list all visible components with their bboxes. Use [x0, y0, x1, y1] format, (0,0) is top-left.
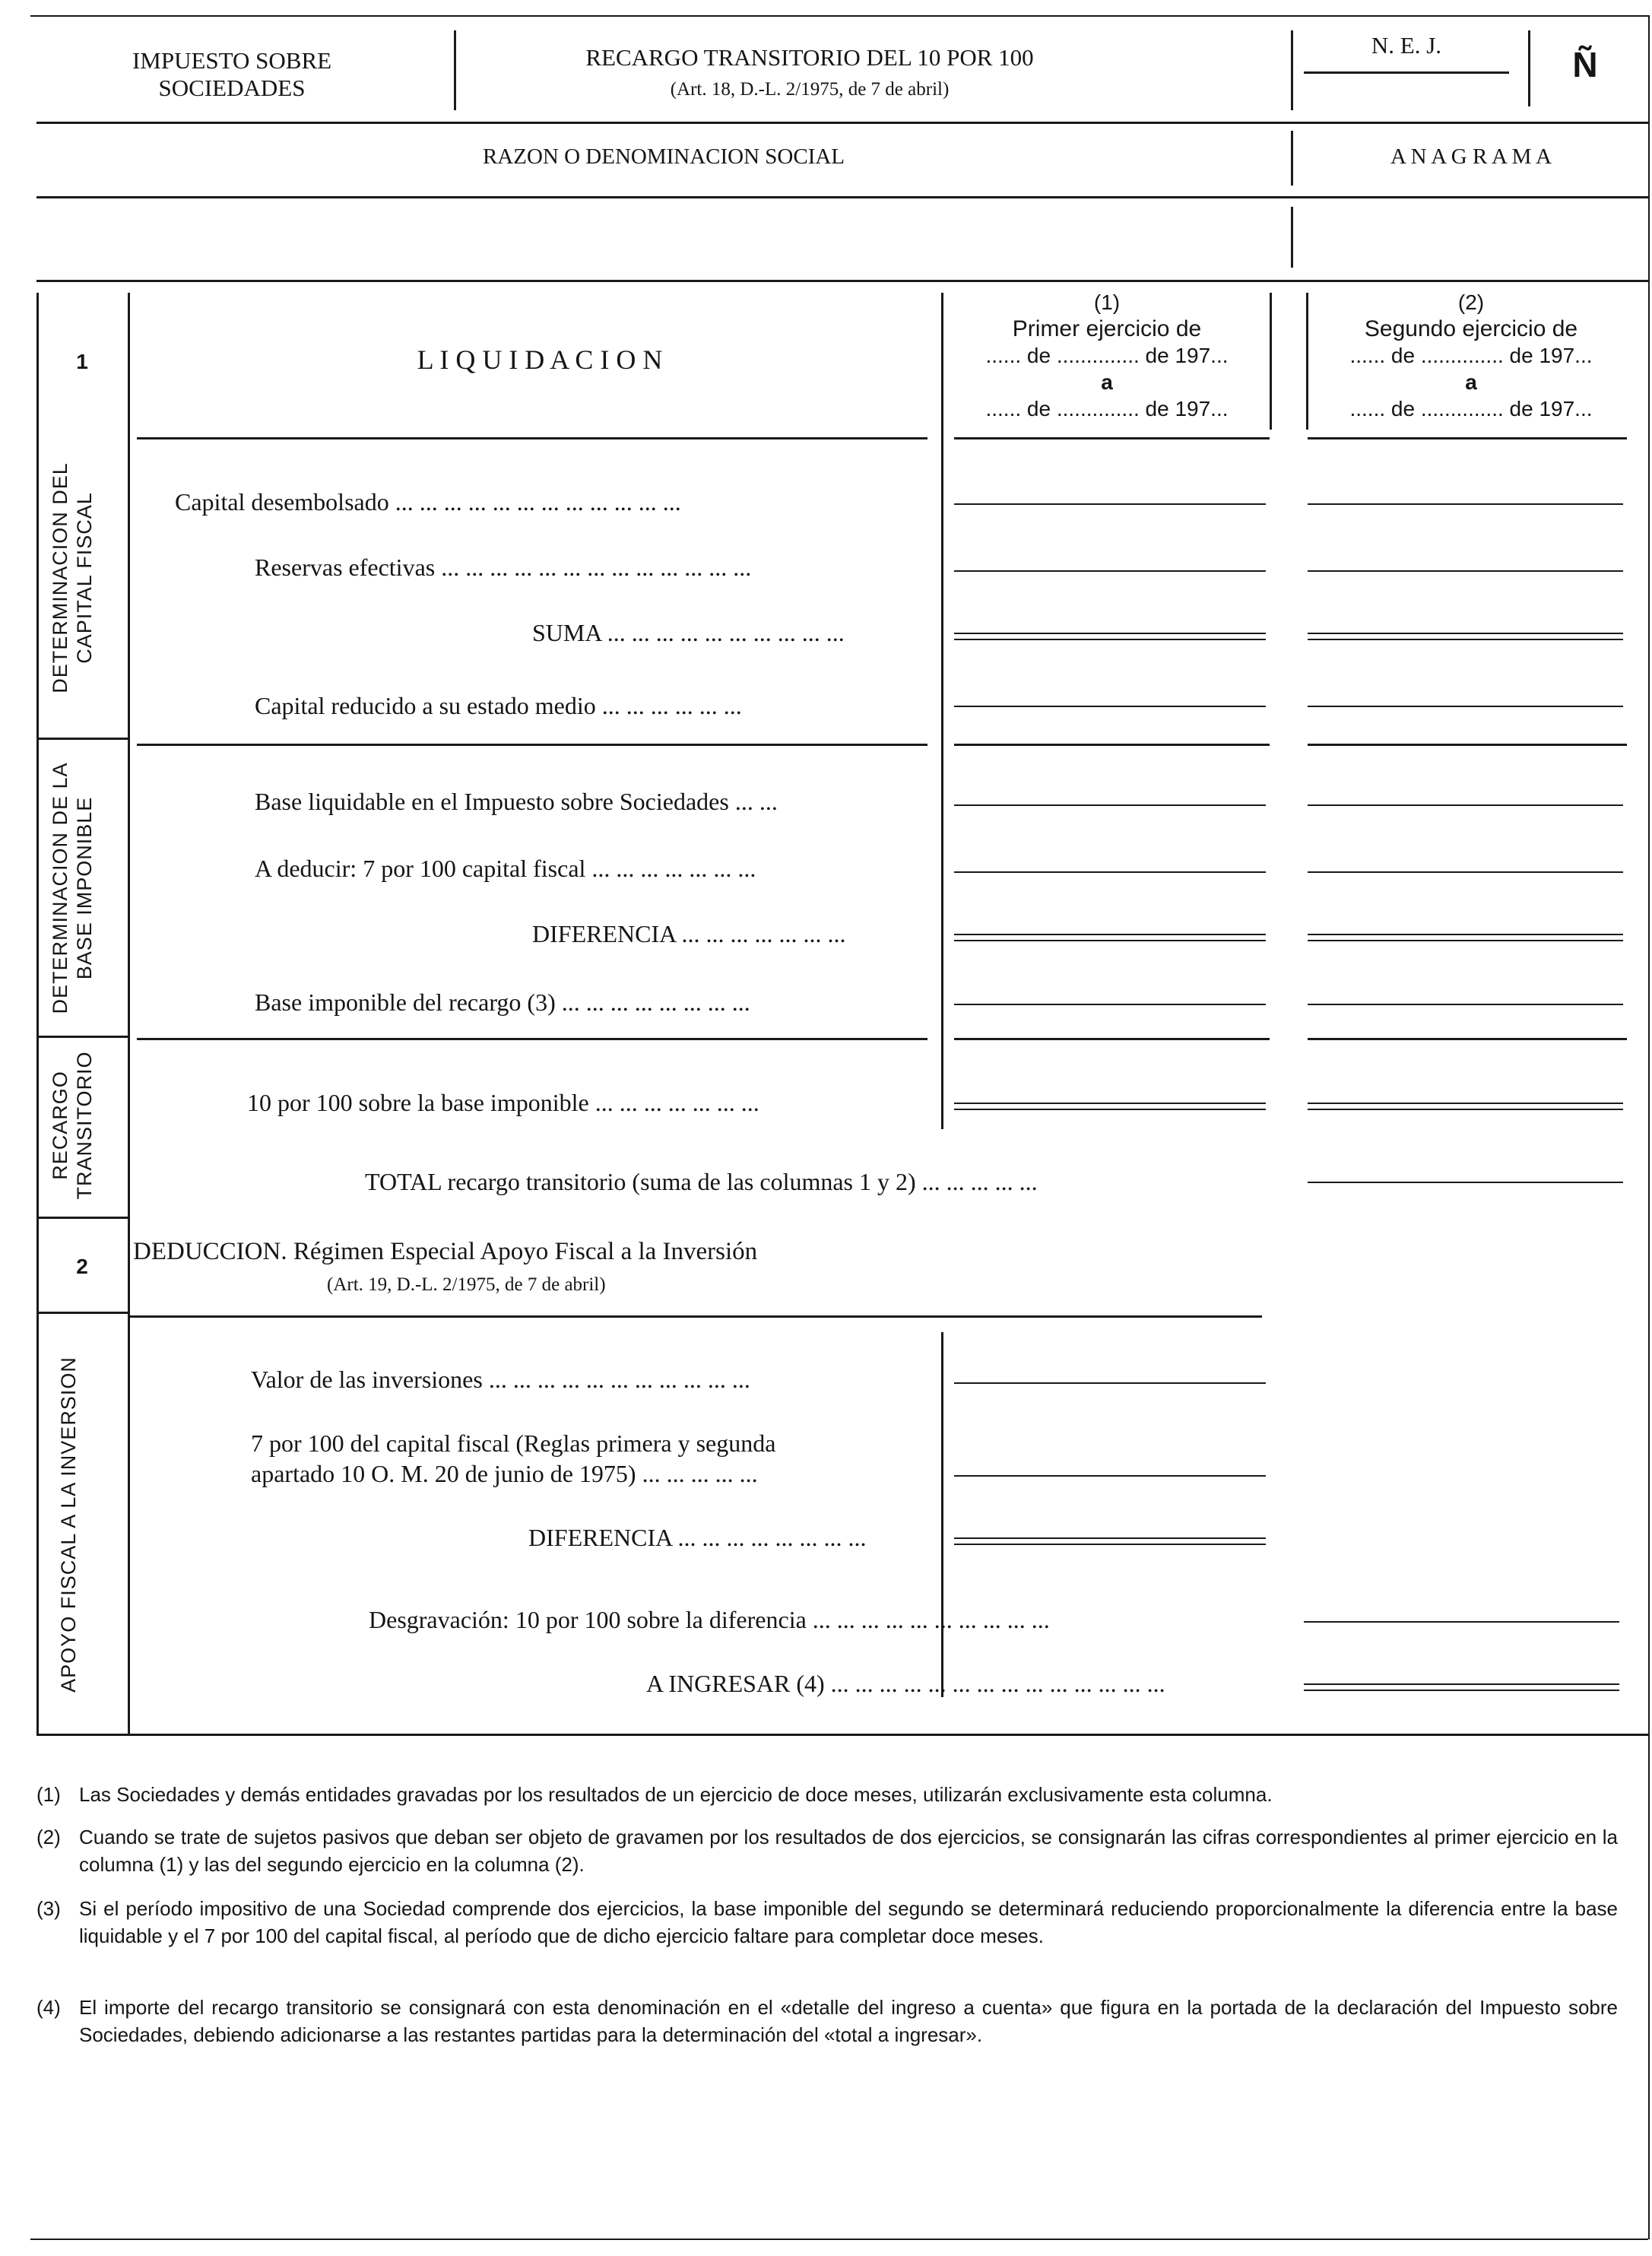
cell-base-imponible-col1[interactable] — [954, 1004, 1266, 1005]
column-1-to-date: ...... de .............. de 197... — [985, 397, 1229, 420]
cell-desgravacion[interactable] — [1304, 1621, 1619, 1623]
nej-field[interactable] — [1304, 71, 1509, 74]
section-2-title: DEDUCCION. Régimen Especial Apoyo Fiscal a la Inversión — [133, 1238, 758, 1265]
ident-divider-bottom — [1291, 207, 1293, 268]
letter-mark: Ñ — [1572, 45, 1598, 84]
column-2-title: Segundo ejercicio de — [1364, 316, 1578, 341]
row-a-ingresar: A INGRESAR (4) ... ... ... ... ... ... ... ... ... ... ... ... ... ... — [646, 1670, 1165, 1697]
ident-rule-1 — [36, 196, 1648, 198]
group-capital-fiscal: DETERMINACION DEL CAPITAL FISCAL — [49, 462, 96, 693]
cell-a-deducir-col1[interactable] — [954, 871, 1266, 873]
cell-diferencia-2[interactable] — [954, 1537, 1266, 1545]
column-1-header-rule — [954, 437, 1270, 439]
group-divider-3 — [36, 1217, 128, 1219]
cell-base-liquidable-col1[interactable] — [954, 804, 1266, 806]
surcharge-title: RECARGO TRANSITORIO DEL 10 POR 100 — [585, 44, 1034, 71]
footnote-3-text: Si el período impositivo de una Sociedad comprende dos ejercicios, la base imponible del segundo se determinará reduciendo proporcionalmente la diferencia entre la base liquidable y el 7 por 100 del capital fiscal, al período que de dicho ejercicio faltare para completar doce meses. — [79, 1897, 1618, 1947]
cell-suma-col1[interactable] — [954, 633, 1266, 640]
header-rule — [36, 122, 1648, 124]
footnote-1 — [36, 1781, 1618, 1811]
razon-social-label: RAZON O DENOMINACION SOCIAL — [482, 144, 845, 169]
ident-rule-2 — [36, 280, 1648, 282]
footnote-3-number: (3) — [36, 1897, 61, 1920]
cell-reservas-col1[interactable] — [954, 570, 1266, 572]
cell-diez-por-cien-col2[interactable] — [1308, 1103, 1623, 1110]
footnote-4-number: (4) — [36, 1996, 61, 2019]
cell-total-recargo[interactable] — [1308, 1182, 1623, 1183]
anagrama-label: A N A G R A M A — [1390, 144, 1552, 169]
footnote-3 — [36, 1895, 1618, 1980]
column-2-from-date: ...... de .............. de 197... — [1349, 344, 1593, 367]
section-2-number: 2 — [76, 1255, 88, 1278]
footnote-2-number: (2) — [36, 1826, 61, 1848]
row-capital-desembolsado: Capital desembolsado ... ... ... ... ... ... ... ... ... ... ... ... — [175, 488, 681, 516]
row-siete-por-cien-line-2: apartado 10 O. M. 20 de junio de 1975) ... ... ... ... ... — [251, 1460, 758, 1487]
razon-social-field[interactable] — [46, 205, 1277, 266]
cell-capital-desembolsado-col1[interactable] — [954, 503, 1266, 505]
group-recargo: RECARGO TRANSITORIO — [49, 1051, 96, 1200]
row-reservas-efectivas: Reservas efectivas ... ... ... ... ... ... ... ... ... ... ... ... ... — [255, 554, 752, 581]
header-divider-2 — [1291, 30, 1293, 110]
cell-diferencia-1-col2[interactable] — [1308, 934, 1623, 941]
row-diez-por-cien: 10 por 100 sobre la base imponible ... ... ... ... ... ... ... — [247, 1089, 759, 1116]
section-1-number: 1 — [76, 350, 88, 373]
tax-name — [53, 47, 411, 102]
row-base-imponible-recargo: Base imponible del recargo (3) ... ... ... ... ... ... ... ... — [255, 988, 750, 1016]
column-1-from-date: ...... de .............. de 197... — [985, 344, 1229, 367]
sheet-right-border — [1648, 15, 1650, 2239]
tax-name-line-1: IMPUESTO SOBRE — [132, 47, 332, 74]
frame-inner-left — [128, 293, 130, 1734]
row-a-deducir: A deducir: 7 por 100 capital fiscal ... ... ... ... ... ... ... — [255, 855, 756, 882]
cell-capital-reducido-col2[interactable] — [1308, 706, 1623, 707]
cell-diez-por-cien-col1[interactable] — [954, 1103, 1266, 1110]
sheet-top-border — [30, 15, 1648, 17]
row-diferencia-1: DIFERENCIA ... ... ... ... ... ... ... — [532, 920, 846, 947]
group-apoyo-fiscal: APOYO FISCAL A LA INVERSION — [57, 1356, 80, 1693]
tax-name-line-2: SOCIEDADES — [158, 75, 306, 101]
frame-left — [36, 293, 39, 1734]
column-1-right-border — [1270, 293, 1272, 430]
cell-valor-inversiones[interactable] — [954, 1382, 1266, 1384]
nej-label: N. E. J. — [1371, 32, 1442, 59]
base-imponible-rule-col1 — [954, 1038, 1270, 1040]
column-2-to-date: ...... de .............. de 197... — [1349, 397, 1593, 420]
cell-capital-reducido-col1[interactable] — [954, 706, 1266, 707]
cell-base-imponible-col2[interactable] — [1308, 1004, 1623, 1005]
section-2-reference: (Art. 19, D.-L. 2/1975, de 7 de abril) — [327, 1274, 606, 1295]
column-2-number: (2) — [1457, 290, 1485, 314]
frame-bottom — [36, 1734, 1648, 1736]
header-divider-1 — [454, 30, 456, 110]
row-valor-inversiones: Valor de las inversiones ... ... ... ... ... ... ... ... ... ... ... — [251, 1366, 750, 1393]
cell-a-ingresar[interactable] — [1304, 1683, 1619, 1691]
row-total-recargo: TOTAL recargo transitorio (suma de las columnas 1 y 2) ... ... ... ... ... — [365, 1168, 1038, 1195]
column-1-number: (1) — [1093, 290, 1121, 314]
row-siete-por-cien-line-1: 7 por 100 del capital fiscal (Reglas primera y segunda — [251, 1429, 776, 1457]
footnote-2-text: Cuando se trate de sujetos pasivos que deban ser objeto de gravamen por los resultados de dos ejercicios, se consignarán las cifras correspondientes al primer ejercicio en la columna (1) y las del segundo ejercicio en la columna (2). — [79, 1826, 1618, 1876]
group-divider-4 — [36, 1312, 128, 1314]
base-imponible-rule-col2 — [1308, 1038, 1627, 1040]
group-base-imponible: DETERMINACION DE LA BASE IMPONIBLE — [49, 762, 96, 1014]
cell-suma-col2[interactable] — [1308, 633, 1623, 640]
cell-siete-por-cien[interactable] — [954, 1475, 1266, 1477]
row-diferencia-2: DIFERENCIA ... ... ... ... ... ... ... ... — [528, 1524, 867, 1551]
cell-reservas-col2[interactable] — [1308, 570, 1623, 572]
cell-a-deducir-col2[interactable] — [1308, 871, 1623, 873]
capital-fiscal-rule — [137, 744, 927, 746]
surcharge-reference: (Art. 18, D.-L. 2/1975, de 7 de abril) — [670, 79, 950, 100]
footnote-4-text: El importe del recargo transitorio se consignará con esta denominación en el «detalle del ingreso a cuenta» que figura en la portada de la declaración del Impuesto sobre Sociedades, debiendo adicionarse a las restantes partidas para la determinación del «total a ingresar». — [79, 1996, 1618, 2046]
row-base-liquidable: Base liquidable en el Impuesto sobre Sociedades ... ... — [255, 788, 778, 815]
column-2-header — [1308, 289, 1635, 422]
base-imponible-rule — [137, 1038, 927, 1040]
section-2-column-border — [941, 1332, 943, 1697]
column-1-a: a — [1101, 370, 1113, 394]
header-divider-3 — [1528, 30, 1530, 106]
footnote-2 — [36, 1823, 1618, 1881]
anagrama-field[interactable] — [1300, 205, 1642, 266]
cell-base-liquidable-col2[interactable] — [1308, 804, 1623, 806]
footnote-4 — [36, 1994, 1618, 2051]
capital-fiscal-rule-col1 — [954, 744, 1270, 746]
cell-diferencia-1-col1[interactable] — [954, 934, 1266, 941]
section-1-header-rule — [137, 437, 927, 439]
column-2-a: a — [1465, 370, 1477, 394]
footnote-1-text: Las Sociedades y demás entidades gravadas por los resultados de un ejercicio de doce meses, utilizarán exclusivamente esta columna. — [79, 1783, 1273, 1806]
row-capital-reducido: Capital reducido a su estado medio ... ... ... ... ... ... — [255, 692, 742, 719]
section-2-rule — [129, 1315, 1262, 1318]
row-suma: SUMA ... ... ... ... ... ... ... ... ... ... — [532, 619, 845, 646]
column-1-title: Primer ejercicio de — [1012, 316, 1202, 341]
capital-fiscal-rule-col2 — [1308, 744, 1627, 746]
section-1-title: L I Q U I D A C I O N — [417, 344, 663, 375]
column-1-left-border — [941, 293, 943, 1129]
sheet-bottom-border — [30, 2239, 1648, 2240]
row-desgravacion: Desgravación: 10 por 100 sobre la diferencia ... ... ... ... ... ... ... ... ... ... — [369, 1606, 1050, 1633]
cell-capital-desembolsado-col2[interactable] — [1308, 503, 1623, 505]
column-2-header-rule — [1308, 437, 1627, 439]
column-1-header — [944, 289, 1270, 422]
footnote-1-number: (1) — [36, 1783, 61, 1806]
